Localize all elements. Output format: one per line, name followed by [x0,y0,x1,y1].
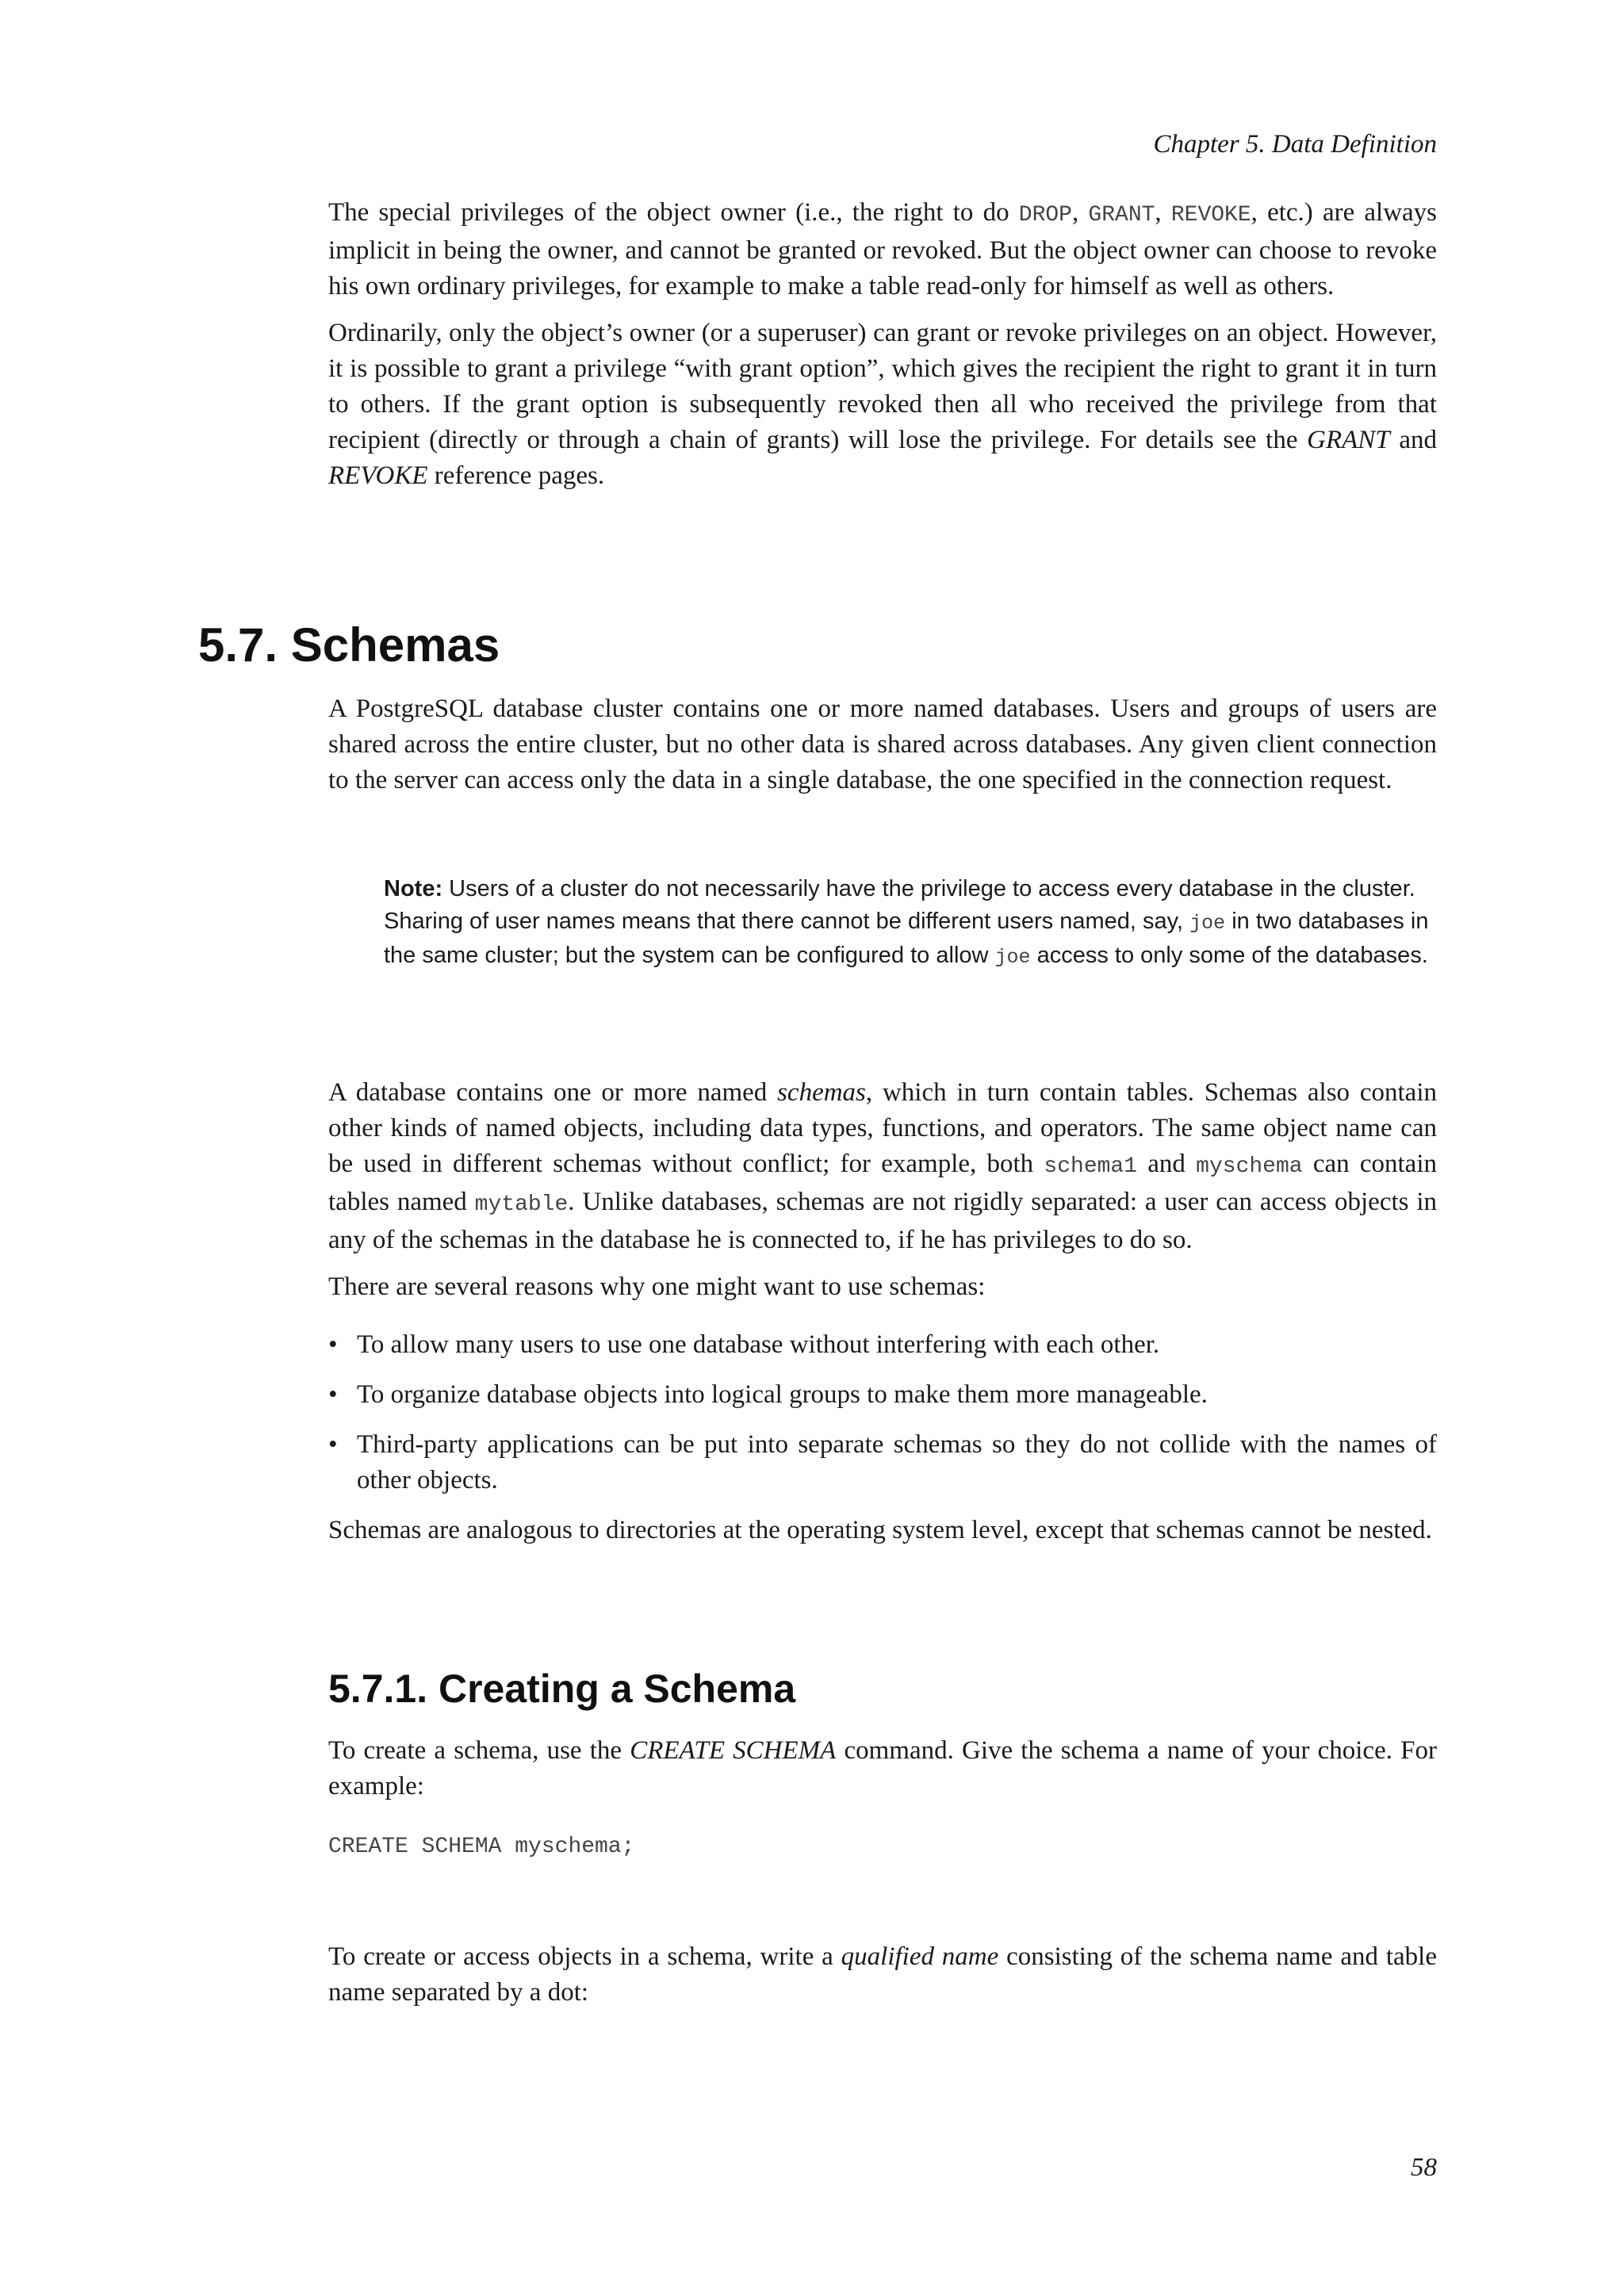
text-run: , [1071,198,1089,227]
list-item [328,1377,1437,1413]
text-run: in two databases in the same cluster; but the system can be configured to allow [384,909,1429,968]
code-joe: joe [994,946,1031,969]
text-run: reference pages. [427,461,605,490]
note-label: Note: [384,876,443,901]
text-run: . Unlike databases, schemas are not rigidly separated: a user can access objects in any of the schemas in the database he is connected to, if he has privileges to do so. [328,1188,1437,1254]
bullet-icon: • [328,1330,338,1359]
running-header: Chapter 5. Data Definition [1153,130,1437,159]
bullet-icon: • [328,1380,338,1409]
schemas-body [328,1075,1437,1559]
term-qualified-name: qualified name [841,1942,999,1971]
paragraph-analogy: Schemas are analogous to directories at the operating system level, except that schemas cannot be nested. [328,1516,1432,1544]
creating-schema-text [328,1733,1437,1816]
bullet-icon: • [328,1430,338,1459]
text-run: The special privileges of the object owner (i.e., the right to do [328,198,1019,227]
paragraph-create-schema [328,1733,1437,1804]
link-grant-reference[interactable]: GRANT [1307,426,1390,454]
paragraph-owner-privileges [328,195,1437,304]
paragraph-qualified-name [328,1939,1437,2011]
text-run: To create or access objects in a schema, write a [328,1942,841,1971]
text-run: and [1389,426,1437,454]
code-revoke: REVOKE [1170,203,1251,228]
list-item-text: Third-party applications can be put into separate schemas so they do not collide with the names of other objects. [357,1430,1437,1494]
note-box [384,873,1437,974]
text-run: consisting of the schema name and table name separated by a dot: [328,1942,1437,2007]
list-item [328,1427,1437,1498]
code-joe: joe [1189,912,1226,935]
code-mytable: mytable [474,1192,569,1217]
code-grant: GRANT [1088,203,1155,228]
section-intro [328,691,1437,809]
list-item-text: To allow many users to use one database without interfering with each other. [357,1330,1160,1359]
code-myschema: myschema [1196,1154,1303,1179]
text-run: , [1155,198,1171,227]
reasons-list [328,1327,1437,1498]
text-run: To create a schema, use the [328,1736,630,1765]
text-run: and [1137,1150,1197,1178]
code-drop: DROP [1018,203,1072,228]
paragraph-reasons-intro: There are several reasons why one might want to use schemas: [328,1272,986,1301]
list-item [328,1327,1437,1363]
paragraph-cluster-intro: A PostgreSQL database cluster contains one or more named databases. Users and groups of users are shared across the entire cluster, but no other data is shared across databases. Any given client connection to the server can access only the data in a single database, the one specified in the connection request. [328,695,1437,794]
page-number: 58 [1411,2153,1437,2182]
text-run: Ordinarily, only the object’s owner (or a superuser) can grant or revoke privileges on an object. However, it is possible to grant a privilege “with grant option”, which gives the recipient the right to grant it in turn to others. If the grant option is subsequently revoked then all who received the privilege from that recipient (directly or through a chain of grants) will lose the privilege. For details see the [328,319,1437,454]
qualified-name-text [328,1939,1437,2022]
text-run: , etc.) are always implicit in being the owner, and cannot be granted or revoked. But the object owner can choose to revoke his own ordinary privileges, for example to make a table read-only for himself as well as others. [328,198,1438,300]
subsection-heading-creating-schema: 5.7.1. Creating a Schema [328,1667,796,1711]
text-run: can contain tables named [328,1150,1437,1216]
privileges-text [328,195,1437,505]
text-run: command. Give the schema a name of your choice. For example: [328,1736,1437,1800]
section-heading-schemas: 5.7. Schemas [198,618,500,672]
link-create-schema-reference[interactable]: CREATE SCHEMA [630,1736,837,1765]
code-example: CREATE SCHEMA myschema; [328,1835,635,1859]
text-run: , which in turn contain tables. Schemas also contain other kinds of named objects, including data types, functions, and operators. The same object name can be used in different schemas without conflict; for example, both [328,1078,1437,1178]
text-run: A database contains one or more named [328,1078,778,1107]
text-run: access to only some of the databases. [1030,943,1428,968]
paragraph-schemas-definition [328,1075,1437,1258]
list-item-text: To organize database objects into logical groups to make them more manageable. [357,1380,1208,1409]
link-revoke-reference[interactable]: REVOKE [328,461,428,490]
paragraph-grant-option [328,316,1437,494]
code-schema1: schema1 [1044,1154,1138,1179]
term-schemas: schemas [777,1078,866,1107]
text-run: Users of a cluster do not necessarily have the privilege to access every database in the cluster. Sharing of user names means that there cannot be different users named, say, [384,876,1415,934]
